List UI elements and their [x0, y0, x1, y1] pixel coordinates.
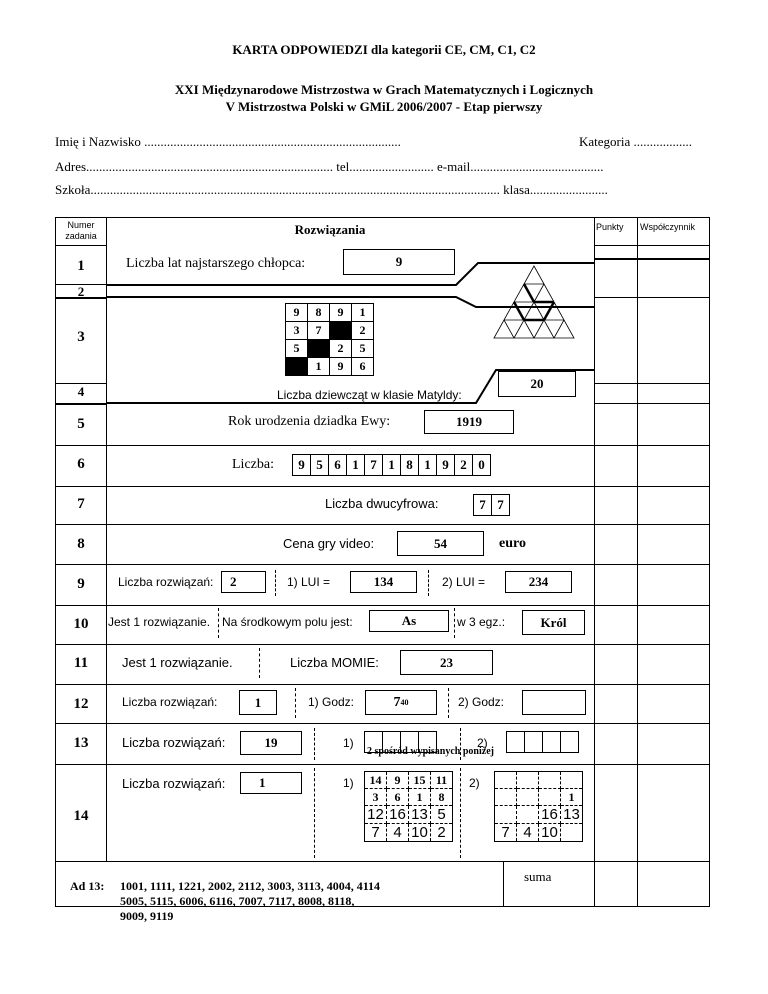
q10-text: Jest 1 rozwiązanie.	[108, 615, 211, 629]
magic-square-cell[interactable]	[561, 824, 583, 842]
magic-square-cell[interactable]	[495, 806, 517, 824]
q10-answer2[interactable]: Król	[522, 610, 585, 635]
competition-line-1: XXI Międzynarodowe Mistrzostwa w Grach Matematycznych i Logicznych	[174, 82, 594, 97]
q11-text: Jest 1 rozwiązanie.	[122, 655, 233, 670]
magic-square-cell[interactable]: 7	[365, 824, 387, 842]
q3-cell[interactable]: 2	[352, 322, 374, 340]
q14-magic-square-1[interactable]	[364, 771, 453, 842]
q13-p2: 2)	[477, 736, 488, 750]
magic-square-cell[interactable]: 8	[431, 789, 453, 806]
task-number-1: 1	[77, 258, 85, 274]
digit-box[interactable]	[524, 731, 543, 753]
header-solutions: Rozwiązania	[294, 222, 366, 237]
header-task-number: Numer zadania	[65, 220, 97, 241]
digit-box[interactable]	[560, 731, 579, 753]
q12-g1-answer[interactable]	[365, 690, 437, 715]
q5-label: Rok urodzenia dziadka Ewy:	[228, 414, 391, 429]
task-number-7: 7	[77, 496, 85, 512]
q1-label: Liczba lat najstarszego chłopca:	[126, 256, 306, 271]
ad13-line-2: 5005, 5115, 6006, 6116, 7007, 7117, 8008, 8118,	[120, 894, 355, 908]
q9-lui1[interactable]: 134	[350, 571, 417, 593]
task-number-10: 10	[73, 616, 89, 632]
q12-g2-label: 2) Godz:	[458, 695, 505, 709]
magic-square-cell[interactable]	[495, 789, 517, 806]
magic-square-cell[interactable]	[539, 772, 561, 789]
q7-label: Liczba dwucyfrowa:	[325, 496, 439, 511]
q4-answer[interactable]: 20	[498, 371, 576, 397]
q9-lui1-label: 1) LUI =	[287, 575, 331, 589]
magic-square-cell[interactable]: 3	[365, 789, 387, 806]
q1-answer[interactable]: 9	[343, 249, 455, 275]
digit-box[interactable]: 6	[328, 454, 347, 476]
q3-cell[interactable]	[308, 340, 330, 358]
magic-square-cell[interactable]: 13	[561, 806, 583, 824]
magic-square-cell[interactable]: 13	[409, 806, 431, 824]
school-field[interactable]: Szkoła.............................................................................................................................. klasa........................	[55, 182, 608, 197]
digit-box[interactable]: 7	[473, 494, 492, 516]
magic-square-cell[interactable]	[561, 772, 583, 789]
task-number-9: 9	[77, 576, 85, 592]
q3-cell[interactable]: 5	[286, 340, 308, 358]
q12-label: Liczba rozwiązań:	[122, 695, 218, 709]
magic-square-cell[interactable]: 10	[539, 824, 561, 842]
q4-label: Liczba dziewcząt w klasie Matyldy:	[277, 388, 462, 402]
q10-label2: w 3 egz.:	[457, 615, 506, 629]
task-number-6: 6	[77, 456, 85, 472]
magic-square-cell[interactable]: 5	[431, 806, 453, 824]
magic-square-cell[interactable]: 4	[517, 824, 539, 842]
digit-box[interactable]: 1	[382, 454, 401, 476]
category-field[interactable]: Kategoria ..................	[579, 134, 693, 149]
q14-p2: 2)	[469, 776, 480, 790]
q3-cell[interactable]: 1	[352, 304, 374, 322]
q3-cell[interactable]: 9	[286, 304, 308, 322]
q13-answer-2-boxes[interactable]	[507, 731, 579, 753]
magic-square-cell[interactable]: 16	[539, 806, 561, 824]
magic-square-cell[interactable]: 12	[365, 806, 387, 824]
card-title: KARTA ODPOWIEDZI dla kategorii CE, CM, C1, C2	[232, 42, 536, 57]
digit-box[interactable]	[542, 731, 561, 753]
magic-square-cell[interactable]: 6	[387, 789, 409, 806]
q7-digit-boxes[interactable]	[474, 494, 510, 516]
digit-box[interactable]: 1	[418, 454, 437, 476]
magic-square-cell[interactable]: 1	[409, 789, 431, 806]
q3-cell[interactable]	[286, 358, 308, 376]
q3-cell[interactable]	[330, 322, 352, 340]
q14-magic-square-2[interactable]	[494, 771, 583, 842]
task-number-2: 2	[77, 284, 85, 299]
magic-square-cell[interactable]	[539, 789, 561, 806]
address-field[interactable]: Adres............................................................................ tel.......................... e-mail.........................................	[55, 159, 604, 174]
q6-digit-boxes[interactable]	[293, 454, 491, 476]
magic-square-cell[interactable]: 10	[409, 824, 431, 842]
q8-answer[interactable]: 54	[397, 531, 484, 556]
q13-p1: 1)	[343, 736, 354, 750]
task-number-12: 12	[73, 696, 89, 712]
magic-square-cell[interactable]: 1	[561, 789, 583, 806]
q11-label: Liczba MOMIE:	[290, 655, 379, 670]
q12-g1-label: 1) Godz:	[308, 695, 355, 709]
triangle-puzzle-figure	[492, 262, 577, 344]
magic-square-cell[interactable]	[517, 806, 539, 824]
magic-square-cell[interactable]	[517, 772, 539, 789]
q3-cell[interactable]: 1	[308, 358, 330, 376]
q14-label: Liczba rozwiązań:	[122, 776, 226, 791]
task-number-5: 5	[77, 416, 85, 432]
digit-box[interactable]: 9	[436, 454, 455, 476]
magic-square-cell[interactable]: 15	[409, 772, 431, 789]
q3-cell[interactable]: 8	[308, 304, 330, 322]
q5-answer[interactable]: 1919	[424, 410, 514, 434]
digit-box[interactable]: 9	[292, 454, 311, 476]
q3-cell[interactable]: 9	[330, 358, 352, 376]
magic-square-cell[interactable]: 11	[431, 772, 453, 789]
magic-square-cell[interactable]: 9	[387, 772, 409, 789]
magic-square-cell[interactable]: 16	[387, 806, 409, 824]
q9-lui2-label: 2) LUI =	[442, 575, 486, 589]
magic-square-cell[interactable]	[495, 772, 517, 789]
q12-hour: 7	[393, 694, 401, 710]
sum-label: suma	[524, 869, 552, 884]
magic-square-cell[interactable]: 2	[431, 824, 453, 842]
header-points: Punkty	[596, 222, 624, 232]
q8-label: Cena gry video:	[283, 536, 375, 551]
digit-box[interactable]: 0	[472, 454, 491, 476]
q8-unit: euro	[499, 536, 526, 551]
q3-cell[interactable]: 9	[330, 304, 352, 322]
q3-number-grid[interactable]	[285, 303, 374, 376]
q3-cell[interactable]: 7	[308, 322, 330, 340]
q10-answer[interactable]: As	[369, 610, 449, 632]
name-field[interactable]: Imię i Nazwisko ...............................................................................	[55, 134, 401, 149]
q6-label: Liczba:	[232, 457, 274, 472]
digit-box[interactable]	[506, 731, 525, 753]
q13-note: 2 spośród wypisanych poniżej	[367, 746, 494, 757]
task-number-14: 14	[73, 808, 89, 824]
q14-count[interactable]: 1	[240, 772, 302, 794]
ad13-line-1: 1001, 1111, 1221, 2002, 2112, 3003, 3113, 4004, 4114	[120, 879, 381, 893]
magic-square-cell[interactable]: 7	[495, 824, 517, 842]
task-number-4: 4	[77, 384, 85, 399]
q3-cell[interactable]: 3	[286, 322, 308, 340]
q14-p1: 1)	[343, 776, 354, 790]
q11-answer[interactable]: 23	[400, 650, 493, 675]
magic-square-cell[interactable]: 4	[387, 824, 409, 842]
q12-count[interactable]: 1	[239, 690, 277, 715]
ad13-line-3: 9009, 9119	[120, 909, 174, 923]
digit-box[interactable]: 7	[364, 454, 383, 476]
ad13-label: Ad 13:	[70, 879, 105, 893]
digit-box[interactable]: 7	[491, 494, 510, 516]
competition-line-2: V Mistrzostwa Polski w GMiL 2006/2007 - Etap pierwszy	[225, 99, 543, 114]
task-number-3: 3	[77, 329, 85, 345]
magic-square-cell[interactable]	[517, 789, 539, 806]
task-number-8: 8	[77, 536, 85, 552]
magic-square-cell[interactable]: 14	[365, 772, 387, 789]
q9-lui2[interactable]: 234	[505, 571, 572, 593]
q10-label: Na środkowym polu jest:	[222, 615, 353, 629]
digit-box[interactable]: 2	[454, 454, 473, 476]
digit-box[interactable]: 1	[346, 454, 365, 476]
task-number-11: 11	[73, 655, 89, 671]
q3-cell[interactable]: 2	[330, 340, 352, 358]
q3-cell[interactable]: 6	[352, 358, 374, 376]
q12-g2-answer[interactable]	[522, 690, 586, 715]
task-number-13: 13	[73, 735, 89, 751]
q12-minutes: 40	[400, 698, 409, 707]
q13-count[interactable]: 19	[240, 731, 302, 755]
q13-label: Liczba rozwiązań:	[122, 735, 226, 750]
q9-label: Liczba rozwiązań:	[118, 575, 214, 589]
q9-count[interactable]: 2	[221, 571, 266, 593]
q3-cell[interactable]: 5	[352, 340, 374, 358]
header-coefficient: Współczynnik	[640, 222, 696, 232]
digit-box[interactable]: 8	[400, 454, 419, 476]
digit-box[interactable]: 5	[310, 454, 329, 476]
